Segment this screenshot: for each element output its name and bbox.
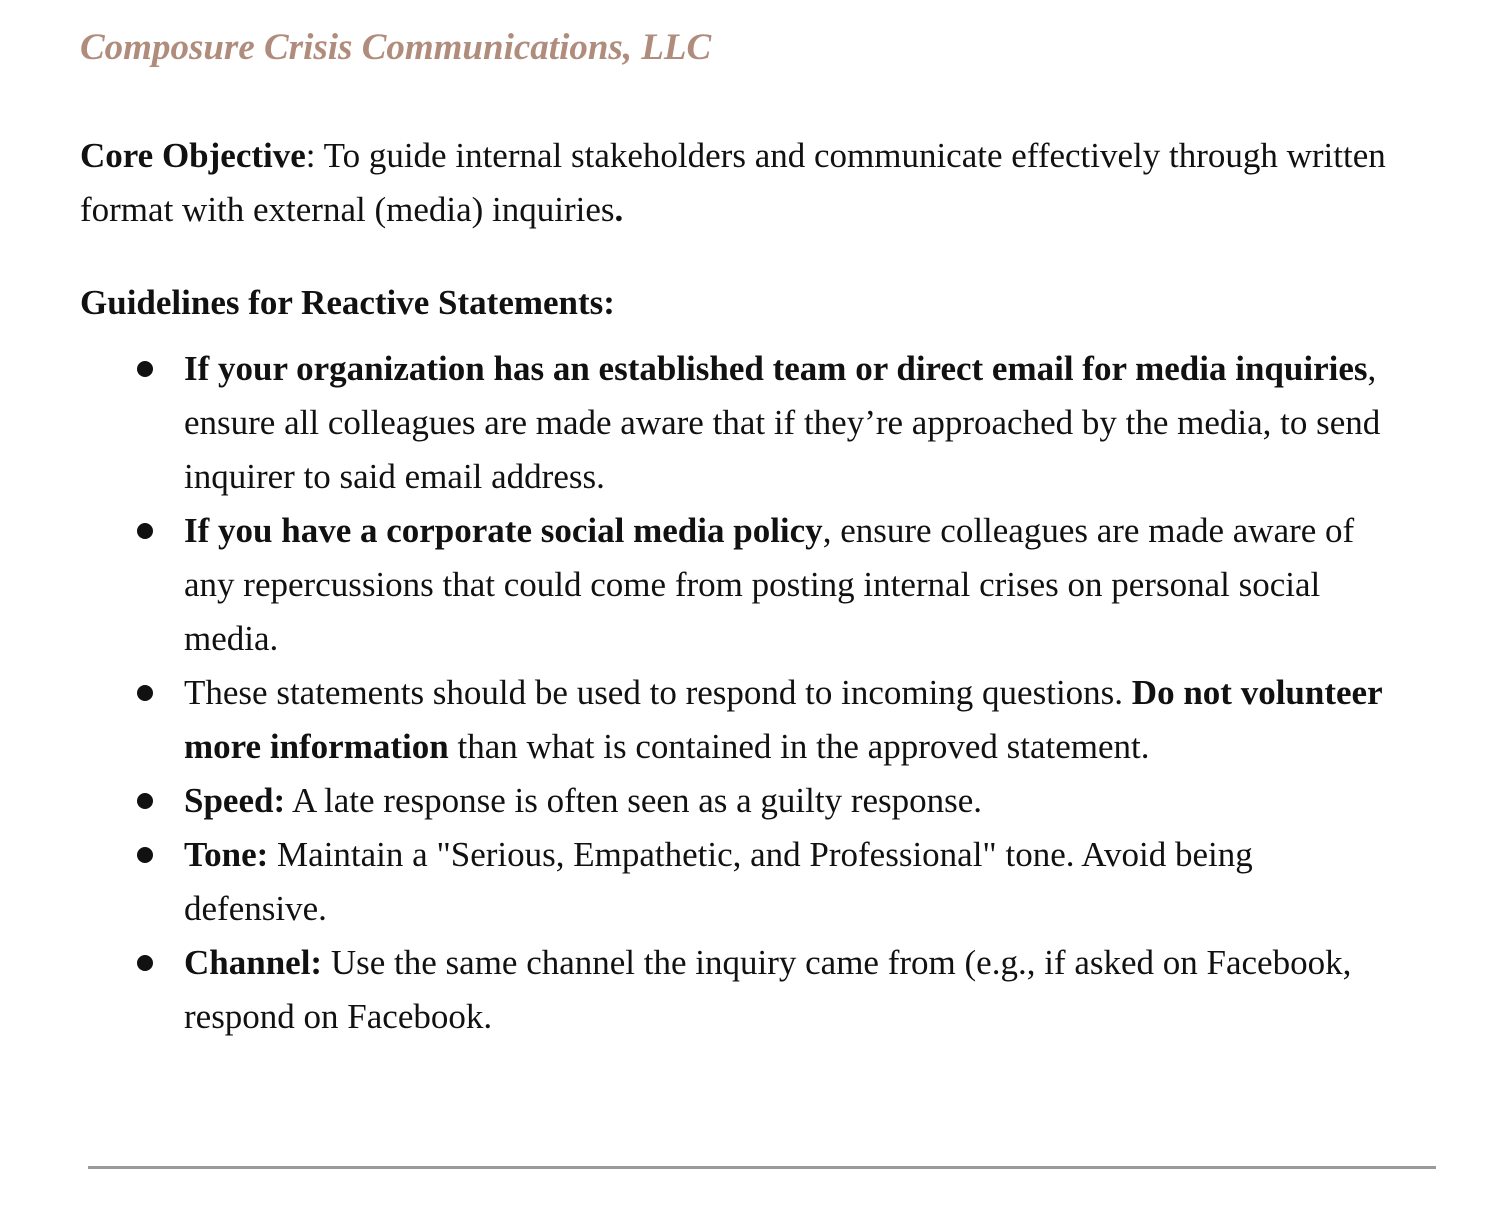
guidelines-list	[80, 342, 1400, 1044]
guideline-pre: These statements should be used to respond to incoming questions.	[184, 673, 1132, 712]
guideline-post: Use the same channel the inquiry came from (e.g., if asked on Facebook, respond on Facebook.	[184, 943, 1352, 1036]
guideline-post: Maintain a "Serious, Empathetic, and Professional" tone. Avoid being defensive.	[184, 835, 1253, 928]
company-name: Composure Crisis Communications, LLC	[80, 27, 712, 68]
guideline-post: A late response is often seen as a guilty response.	[285, 781, 983, 820]
objective-text: To guide internal stakeholders and communicate effectively through written format with external (media) inquiries	[80, 136, 1386, 229]
guideline-bold: If you have a corporate social media policy	[184, 511, 823, 550]
bullet-icon	[137, 955, 153, 971]
bullet-icon	[137, 847, 153, 863]
guideline-post: , ensure colleagues are made aware of any repercussions that could come from posting internal crises on personal social media.	[184, 511, 1355, 658]
guideline-post: than what is contained in the approved statement.	[448, 727, 1150, 766]
bullet-icon	[137, 793, 153, 809]
core-objective-paragraph	[80, 129, 1440, 237]
guideline-item	[80, 828, 1400, 936]
guideline-item	[80, 774, 1400, 828]
objective-separator: :	[305, 136, 316, 175]
bullet-icon	[137, 361, 153, 377]
bullet-icon	[137, 523, 153, 539]
bullet-icon	[137, 685, 153, 701]
guideline-item	[80, 666, 1400, 774]
guideline-bold: Speed:	[184, 781, 286, 820]
guideline-bold: Tone:	[184, 835, 269, 874]
guideline-item	[80, 504, 1400, 666]
guideline-item	[80, 342, 1400, 504]
guideline-bold: Channel:	[184, 943, 323, 982]
objective-label: Core Objective	[80, 136, 306, 175]
guideline-bold: Do not volunteer more information	[184, 673, 1382, 766]
footer-divider	[88, 1166, 1436, 1169]
guideline-item	[80, 936, 1400, 1044]
guidelines-heading: Guidelines for Reactive Statements:	[80, 283, 615, 322]
guideline-bold: If your organization has an established team or direct email for media inquiries	[184, 349, 1368, 388]
guideline-post: , ensure all colleagues are made aware that if they’re approached by the media, to send inquirer to said email address.	[184, 349, 1381, 496]
objective-end: .	[614, 190, 624, 229]
